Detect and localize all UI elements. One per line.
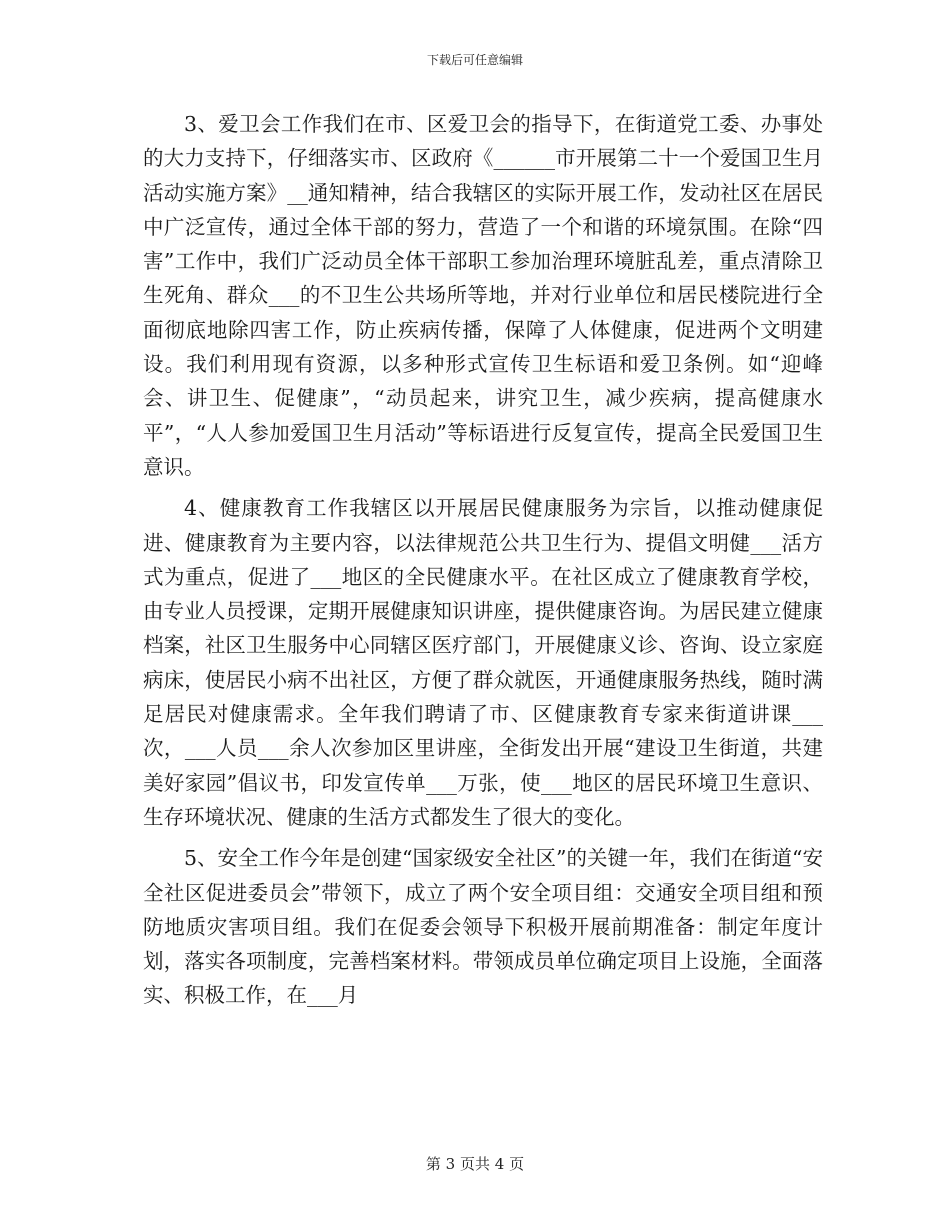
page-footer: 第 3 页共 4 页 [425,1155,525,1173]
document-body [143,107,823,1013]
paragraph-health-education: 4、健康教育工作我辖区以开展居民健康服务为宗旨，以推动健康促进、健康教育为主要内容，以法律规范公共卫生行为、提倡文明健___活方式为重点，促进了___地区的全民健康水平。在社区成立了健康教育学校，由专业人员授课，定期开展健康知识讲座，提供健康咨询。为居民建立健康档案，社区卫生服务中心同辖区医疗部门，开展健康义诊、咨询、设立家庭病床，使居民小病不出社区，方便了群众就医，开通健康服务热线，随时满足居民对健康需求。全年我们聘请了市、区健康教育专家来街道讲课___次，___人员___余人次参加区里讲座，全街发出开展“建设卫生街道，共建美好家园”倡议书，印发宣传单___万张，使___地区的居民环境卫生意识、生存环境状况、健康的生活方式都发生了很大的变化。 [143,496,823,829]
paragraph-patriotic-health: 3、爱卫会工作我们在市、区爱卫会的指导下，在街道党工委、办事处的大力支持下，仔细落实市、区政府《______市开展第二十一个爱国卫生月活动实施方案》__通知精神，结合我辖区的实际开展工作，发动社区在居民中广泛宣传，通过全体干部的努力，营造了一个和谐的环境氛围。在除“四害”工作中，我们广泛动员全体干部职工参加治理环境脏乱差，重点清除卫生死角、群众___的不卫生公共场所等地，并对行业单位和居民楼院进行全面彻底地除四害工作，防止疾病传播，保障了人体健康，促进两个文明建设。我们利用现有资源，以多种形式宣传卫生标语和爱卫条例。如“迎峰会、讲卫生、促健康”，“动员起来，讲究卫生，减少疾病，提高健康水平”，“人人参加爱国卫生月活动”等标语进行反复宣传，提高全民爱国卫生意识。 [143,112,823,479]
page-header: 下载后可任意编辑 [426,53,523,67]
paragraph-safety-work: 5、安全工作今年是创建“国家级安全社区”的关键一年，我们在街道“安全社区促进委员会”带领下，成立了两个安全项目组：交通安全项目组和预防地质灾害项目组。我们在促委会领导下积极开展前期准备：制定年度计划，落实各项制度，完善档案材料。带领成员单位确定项目上设施，全面落实、积极工作，在___月 [143,846,823,1008]
